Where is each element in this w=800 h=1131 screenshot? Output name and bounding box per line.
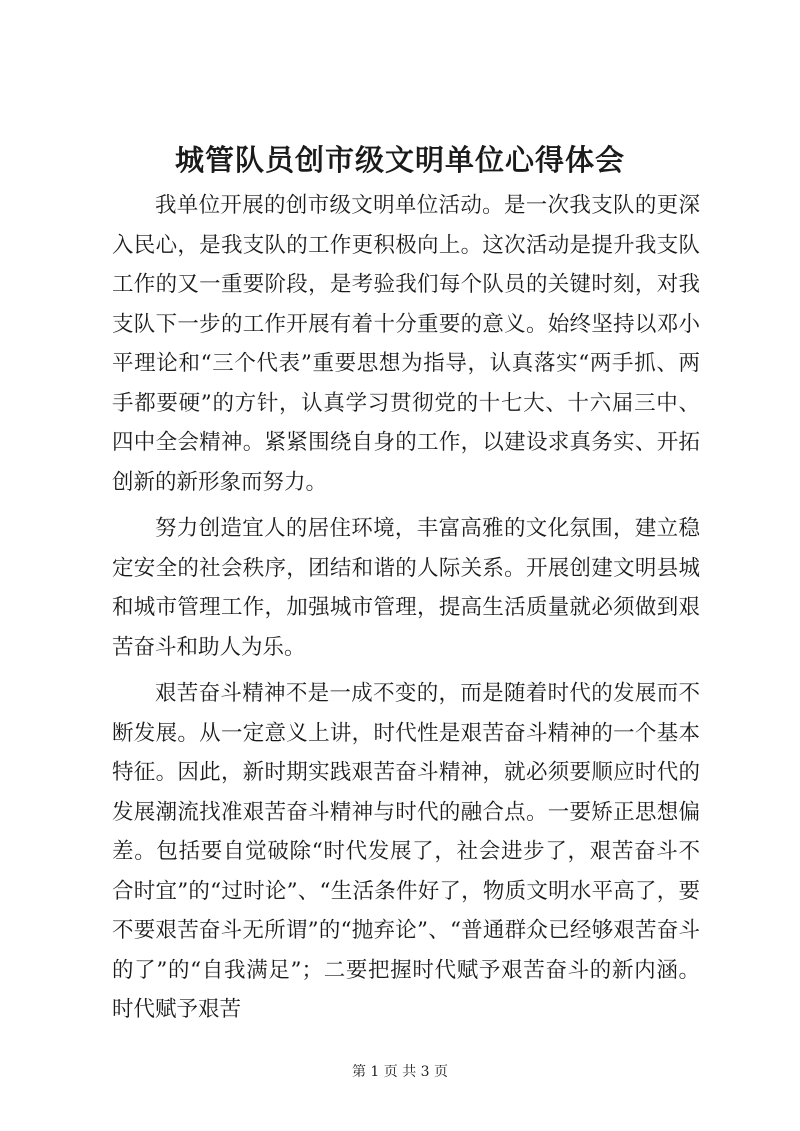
paragraph-2: 努力创造宜人的居住环境，丰富高雅的文化氛围，建立稳定安全的社会秩序，团结和谐的人际关系。开展创建文明县城和城市管理工作，加强城市管理，提高生活质量就必须做到艰苦奋斗和助人为乐。 [112, 516, 700, 660]
page-footer: 第 1 页 共 3 页 [351, 1064, 449, 1080]
paragraph-1: 我单位开展的创市级文明单位活动。是一次我支队的更深入民心，是我支队的工作更积极向上。这次活动是提升我支队工作的又一重要阶段，是考验我们每个队员的关键时刻，对我支队下一步的工作开展有着十分重要的意义。始终坚持以邓小平理论和“三个代表”重要思想为指导，认真落实“两手抓、两手都要硬”的方针，认真学习贯彻党的十七大、十六届三中、四中全会精神。紧紧围绕自身的工作，以建设求真务实、开拓创新的新形象而努力。 [112, 193, 700, 495]
paragraph-3: 艰苦奋斗精神不是一成不变的，而是随着时代的发展而不断发展。从一定意义上讲，时代性是艰苦奋斗精神的一个基本特征。因此，新时期实践艰苦奋斗精神，就必须要顺应时代的发展潮流找准艰苦奋斗精神与时代的融合点。一要矫正思想偏差。包括要自觉破除“时代发展了，社会进步了，艰苦奋斗不合时宜”的“过时论”、“生活条件好了，物质文明水平高了，要不要艰苦奋斗无所谓”的“抛弃论”、“普通群众已经够艰苦奋斗的了”的“自我满足”；二要把握时代赋予艰苦奋斗的新内涵。时代赋予艰苦 [112, 681, 700, 1022]
document-title: 城管队员创市级文明单位心得体会 [174, 143, 625, 177]
document-body [112, 186, 700, 1037]
